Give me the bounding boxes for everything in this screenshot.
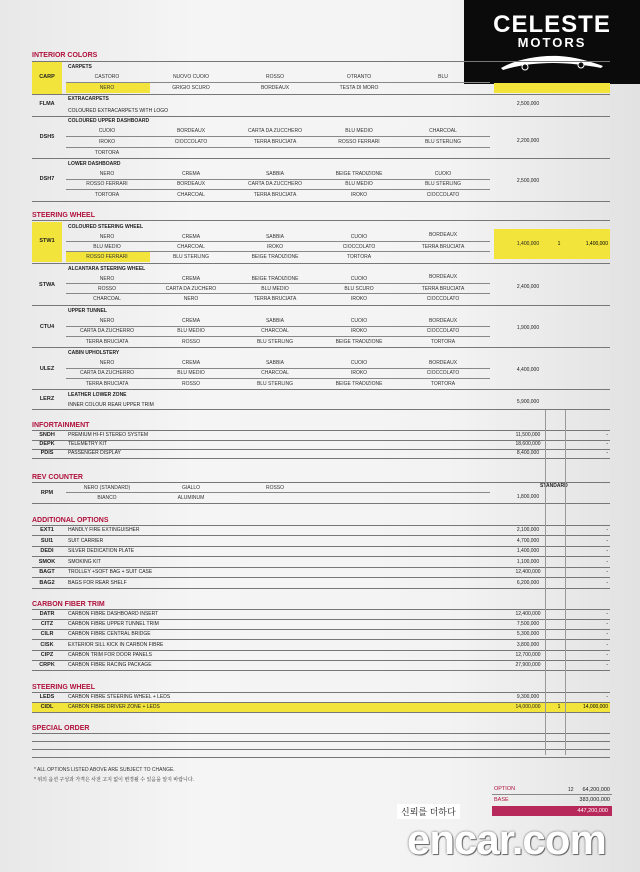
option-desc: BAGS FOR REAR SHELF [68, 579, 127, 586]
dsh7-color: CARTA DA ZUCCHERO [248, 181, 302, 187]
option-code: CIDL [40, 704, 54, 710]
option-price: 4,700,000 [516, 537, 540, 544]
option-code: SMOK [38, 558, 56, 565]
divider [32, 567, 610, 568]
option-price: 14,000,000 [515, 704, 541, 710]
stwa-color: BEIGE TRADIZIONE [251, 276, 299, 282]
ctu4-color: TORTORA [430, 339, 456, 345]
option-code: CITZ [40, 621, 54, 628]
row-divider [66, 179, 490, 180]
stwa-color: TERRA BRUCIATA [253, 296, 297, 302]
option-amount: - [606, 579, 608, 586]
divider [32, 201, 610, 202]
option-amount: - [606, 611, 608, 617]
dsh5-color: IROKO [98, 139, 116, 145]
dsh5-color: CIOCCOLATO [174, 139, 208, 145]
stw1-color: IROKO [266, 244, 284, 250]
divider [32, 639, 610, 640]
stwa-color: BLU SCURO [344, 286, 374, 292]
dsh7-color: CIOCCOLATO [426, 192, 460, 198]
option-amount: - [606, 621, 608, 628]
option-code: BAGT [39, 569, 55, 575]
logo-line2: MOTORS [517, 35, 587, 50]
option-amount: 64,200,000 [582, 787, 610, 793]
stw1-color: SABBIA [265, 234, 285, 240]
code-stwa: STWA [39, 282, 55, 288]
stw1-price: 1,400,000 [516, 241, 540, 247]
watermark-brand: encar.com [407, 816, 606, 863]
rpm-color: BIANCO [97, 495, 117, 501]
option-amount: - [606, 694, 608, 700]
stwa-color: CHARCOAL [93, 296, 121, 302]
section-interior-colors: INTERIOR COLORS [32, 52, 98, 59]
option-qty: 12 [568, 787, 574, 793]
dsh7-color: BORDEAUX [176, 181, 206, 187]
divider [32, 650, 610, 651]
dsh7-color: NERO [99, 171, 115, 177]
dsh5-color: BLU MEDIO [345, 128, 373, 134]
option-price: 1,400,000 [516, 548, 540, 554]
ctu4-color: CIOCCOLATO [426, 328, 460, 334]
option-code: SNDH [39, 432, 55, 438]
dsh7-color: BEIGE TRADIZIONE [335, 171, 383, 177]
carp-color: GRIGIO SCURO [172, 85, 210, 91]
dsh7-color: CUOIO [434, 171, 452, 177]
code-rpm: RPM [40, 490, 54, 496]
stw1-color: BLU MEDIO [93, 244, 121, 250]
row-divider [66, 492, 490, 493]
stwa-color: NERO [183, 296, 199, 302]
divider [32, 263, 610, 264]
divider [32, 702, 610, 703]
option-desc: SUIT CARRIER [68, 537, 104, 544]
stw1-color: BLU STERLING [172, 254, 210, 260]
ulez-price: 4,400,000 [516, 367, 540, 373]
option-amount: - [606, 631, 608, 638]
ctu4-color: BLU STERLING [256, 339, 294, 345]
divider [32, 503, 610, 504]
stw1-amount: 1,400,000 [585, 241, 608, 247]
stw1-qty: 1 [557, 241, 561, 247]
divider [32, 577, 610, 578]
option-price: 3,800,000 [516, 641, 540, 648]
stw1-color: TERRA BRUCIATA [421, 244, 465, 250]
ctu4-color: ROSSO [181, 339, 201, 345]
divider [32, 389, 610, 390]
divider [32, 619, 610, 620]
option-desc: PASSENGER DISPLAY [68, 450, 121, 456]
stw1-color: CIOCCOLATO [342, 244, 376, 250]
dsh7-color: BLU MEDIO [345, 181, 373, 187]
dsh5-color: CARTA DA ZUCCHERO [248, 128, 302, 134]
code-carp: CARP [39, 74, 55, 80]
divider [32, 749, 610, 750]
option-price: 7,500,000 [516, 621, 540, 628]
car-silhouette-icon [497, 52, 607, 74]
dsh5-color: CUOIO [98, 128, 116, 134]
option-desc: EXTERIOR SILL KICK IN CARBON FIBRE [68, 641, 164, 648]
stw1-color: CUOIO [350, 234, 368, 240]
divider [32, 660, 610, 661]
section-additional-options: ADDITIONAL OPTIONS [32, 517, 109, 524]
carp-color: TESTA DI MORO [339, 85, 379, 91]
ctu4-price: 1,900,000 [516, 325, 540, 331]
option-desc: CARBON FIBRE RACING PACKAGE [68, 662, 152, 668]
ulez-color: BLU STERLING [256, 381, 294, 387]
option-amount: - [606, 432, 608, 438]
row-divider [66, 189, 490, 190]
option-desc: SILVER DEDICATION PLATE [68, 548, 135, 554]
divider [32, 347, 610, 348]
dsh7-color: BLU STERLING [424, 181, 462, 187]
dsh7-color: TORTORA [94, 192, 120, 198]
stw1-color: TORTORA [346, 254, 372, 260]
row-divider [66, 136, 490, 137]
ctu4-color: SABBIA [265, 318, 285, 324]
ulez-color: ROSSO [181, 381, 201, 387]
option-desc: CARBON FIBRE DASHBOARD INSERT [68, 611, 159, 617]
divider [32, 458, 610, 459]
option-desc: HANDLY FIRE EXTINGUISHER [68, 527, 140, 533]
code-dsh5: DSH5 [39, 134, 55, 140]
code-stw1: STW1 [39, 238, 55, 244]
option-price: 27,900,000 [515, 662, 541, 668]
ulez-color: TORTORA [430, 381, 456, 387]
row-divider [492, 794, 612, 795]
option-code: BAG2 [39, 579, 55, 586]
logo-line1: CELESTE [493, 11, 611, 38]
divider [32, 712, 610, 713]
option-amount: - [606, 537, 608, 544]
stwa-color: BORDEAUX [428, 274, 458, 280]
divider [32, 430, 610, 431]
option-code: CIPZ [40, 651, 54, 658]
code-ctu4: CTU4 [39, 324, 55, 330]
option-price: 1,100,000 [516, 558, 540, 565]
option-desc: CARBON FIBRE UPPER TUNNEL TRIM [68, 621, 159, 628]
dsh7-color: TERRA BRUCIATA [253, 192, 297, 198]
ctu4-color: CHARCOAL [261, 328, 289, 334]
stwa-price: 2,400,000 [516, 284, 540, 290]
option-amount: - [606, 441, 608, 447]
dsh5-title: COLOURED UPPER DASHBOARD [68, 118, 150, 124]
stwa-color: NERO [99, 276, 115, 282]
ctu4-color: CUOIO [350, 318, 368, 324]
stwa-color: CREMA [181, 276, 201, 282]
divider [32, 757, 610, 758]
row-divider [66, 326, 490, 327]
rpm-color: GIALLO [181, 485, 201, 491]
dsh7-color: CREMA [181, 171, 201, 177]
divider [32, 525, 610, 526]
base-amount: 383,000,000 [579, 797, 610, 803]
carp-color: BLU [438, 74, 448, 80]
dsh5-color: CHARCOAL [429, 128, 457, 134]
row-divider [66, 283, 490, 284]
ulez-color: CARTA DA ZUCHERRO [80, 370, 134, 376]
ulez-title: CABIN UPHOLSTERY [68, 350, 120, 356]
row-divider [66, 378, 490, 379]
carp-color: ROSSO [265, 74, 285, 80]
divider [32, 546, 610, 547]
ulez-color: SABBIA [265, 360, 285, 366]
section-steering-wheel-2: STEERING WHEEL [32, 684, 96, 691]
option-qty: 1 [557, 704, 561, 710]
note-subject-to-change: * ALL OPTIONS LISTED ABOVE ARE SUBJECT TO CHANGE. [34, 767, 175, 773]
carp-color-selected: NERO [99, 85, 115, 91]
stwa-color: CUOIO [350, 276, 368, 282]
stw1-color-selected: ROSSO FERRARI [86, 254, 128, 260]
divider [32, 535, 610, 536]
option-price: 5,300,000 [516, 631, 540, 638]
row-divider [66, 147, 490, 148]
divider [32, 733, 610, 734]
section-rev-counter: REV COUNTER [32, 474, 83, 481]
column-line [545, 410, 546, 755]
ulez-color: CHARCOAL [261, 370, 289, 376]
option-price: 12,400,000 [515, 569, 541, 575]
stw1-color: CREMA [181, 234, 201, 240]
stw1-color: NERO [99, 234, 115, 240]
row-divider [66, 293, 490, 294]
option-price: 2,100,000 [516, 527, 540, 533]
stwa-color: BLU MEDIO [261, 286, 289, 292]
note-korean: * 위의 옵션 구성과 가격은 사전 고지 없이 변경될 수 있음을 알지 바랍니다. [34, 777, 195, 783]
option-desc: SMOKING KIT [68, 558, 101, 565]
flma-desc: COLOURED EXTRACARPETS WITH LOGO [68, 108, 169, 114]
dsh7-color: IROKO [350, 192, 368, 198]
option-amount: - [606, 548, 608, 554]
code-flma: FLMA [39, 101, 55, 107]
divider [32, 670, 610, 671]
option-desc: TELEMETRY KIT [68, 441, 107, 447]
base-label: BASE [494, 797, 509, 803]
ulez-color: NERO [99, 360, 115, 366]
flma-title: EXTRACARPETS [68, 96, 109, 102]
option-amount: - [606, 558, 608, 565]
option-desc: CARBON FIBRE CENTRAL BRIDGE [68, 631, 151, 638]
celeste-motors-logo [464, 0, 640, 84]
carpets-title: CARPETS [68, 64, 92, 70]
divider [32, 116, 610, 117]
ctu4-color: IROKO [350, 328, 368, 334]
divider [32, 692, 610, 693]
rpm-standard: STANDARD [540, 483, 568, 489]
section-special-order: SPECIAL ORDER [32, 725, 90, 732]
option-code: CILR [40, 631, 54, 638]
lerz-desc: INNER COLOUR REAR UPPER TRIM [68, 402, 154, 408]
section-carbon-fiber-trim: CARBON FIBER TRIM [32, 601, 105, 608]
divider [32, 220, 610, 221]
stw1-color: CHARCOAL [177, 244, 205, 250]
stwa-color: IROKO [350, 296, 368, 302]
option-desc: CARBON FIBRE STEERING WHEEL + LEDS [68, 694, 171, 700]
flma-price: 2,500,000 [516, 101, 540, 107]
dsh5-color: TORTORA [94, 150, 120, 156]
divider [32, 158, 610, 159]
dsh5-color: ROSSO FERRARI [338, 139, 380, 145]
dsh7-title: LOWER DASHBOARD [68, 161, 121, 167]
stwa-color: CIOCCOLATO [426, 296, 460, 302]
divider [32, 305, 610, 306]
ctu4-color: BEIGE TRADIZIONE [335, 339, 383, 345]
option-desc: TROLLEY +SOFT BAG + SUIT CASE [68, 569, 153, 575]
code-lerz: LERZ [39, 396, 55, 402]
column-line [565, 410, 566, 755]
divider [32, 94, 610, 95]
divider [32, 61, 610, 62]
row-divider [66, 336, 490, 337]
option-amount: - [606, 450, 608, 456]
carp-color: OTRANTO [346, 74, 372, 80]
ctu4-title: UPPER TUNNEL [68, 308, 107, 314]
option-code: CRPK [39, 662, 55, 668]
option-amount: - [606, 641, 608, 648]
ctu4-color: TERRA BRUCIATA [85, 339, 129, 345]
stw1-title: COLOURED STEERING WHEEL [68, 224, 144, 230]
row-divider [66, 368, 490, 369]
option-amount: 14,000,000 [582, 704, 608, 710]
option-code: DEPK [39, 441, 55, 447]
carp-color: BORDEAUX [260, 85, 290, 91]
lerz-price: 5,900,000 [516, 399, 540, 405]
carp-color: NUOVO CUOIO [172, 74, 210, 80]
stw1-color: BORDEAUX [428, 232, 458, 238]
option-code: DATR [39, 611, 55, 617]
option-price: 11,500,000 [515, 432, 541, 438]
ctu4-color: CREMA [181, 318, 201, 324]
option-price: 6,200,000 [516, 579, 540, 586]
rpm-price: 1,800,000 [516, 494, 540, 500]
option-code: PDIS [40, 450, 54, 456]
total-amount: 447,200,000 [577, 808, 608, 814]
stwa-color: ROSSO [97, 286, 117, 292]
option-code: DEDI [40, 548, 54, 554]
carp-color: CASTORO [94, 74, 120, 80]
ulez-color: CREMA [181, 360, 201, 366]
ulez-color: IROKO [350, 370, 368, 376]
option-code: SUI1 [40, 537, 54, 544]
code-dsh7: DSH7 [39, 176, 55, 182]
option-desc: CARBON FIBRE DRIVER ZONE + LEDS [68, 704, 160, 710]
rpm-color: NERO (STANDARD) [83, 485, 131, 491]
divider [32, 556, 610, 557]
lerz-title: LEATHER LOWER ZONE [68, 392, 127, 398]
rpm-color: ALUMINUM [177, 495, 205, 501]
option-amount: - [606, 527, 608, 533]
dsh5-price: 2,200,000 [516, 138, 540, 144]
stwa-color: TERRA BRUCIATA [421, 286, 465, 292]
ctu4-color: BORDEAUX [428, 318, 458, 324]
option-amount: - [606, 651, 608, 658]
dsh7-color: ROSSO FERRARI [86, 181, 128, 187]
option-code: CISK [40, 641, 54, 648]
section-infotainment: INFORTAINMENT [32, 422, 90, 429]
option-label: OPTION [494, 786, 516, 792]
stwa-color: CARTA DA ZUCHERO [165, 286, 217, 292]
ulez-color: BEIGE TRADIZIONE [335, 381, 383, 387]
dsh5-color: TERRA BRUCIATA [253, 139, 297, 145]
dsh7-price: 2,500,000 [516, 178, 540, 184]
option-price: 12,400,000 [515, 611, 541, 617]
ctu4-color: BLU MEDIO [177, 328, 205, 334]
option-code: LEDS [39, 694, 55, 700]
encar-watermark [397, 804, 640, 872]
option-amount: - [606, 662, 608, 668]
divider [32, 609, 610, 610]
ulez-color: CUOIO [350, 360, 368, 366]
ulez-color: BLU MEDIO [177, 370, 205, 376]
ctu4-color: CARTA DA ZUCHERRO [80, 328, 134, 334]
option-desc: CARBON TRIM FOR DOOR PANELS [68, 651, 152, 658]
rpm-color: ROSSO [265, 485, 285, 491]
dsh5-color: BLU STERLING [424, 139, 462, 145]
ulez-color: BORDEAUX [428, 360, 458, 366]
stwa-title: ALCANTARA STEERING WHEEL [68, 266, 146, 272]
option-desc: PREMIUM HI-FI STEREO SYSTEM [68, 432, 149, 438]
option-price: 9,300,000 [516, 694, 540, 700]
highlight [494, 83, 610, 93]
divider [32, 629, 610, 630]
dsh7-color: CHARCOAL [177, 192, 205, 198]
dsh5-color: BORDEAUX [176, 128, 206, 134]
option-price: 18,600,000 [515, 441, 541, 447]
divider [32, 482, 610, 483]
ctu4-color: NERO [99, 318, 115, 324]
divider [32, 588, 610, 589]
watermark-tagline: 신뢰를 더하다 [397, 804, 460, 819]
option-price: 12,700,000 [515, 651, 541, 658]
option-price: 8,400,000 [516, 450, 540, 456]
ulez-color: CIOCCOLATO [426, 370, 460, 376]
stw1-color: BEIGE TRADIZIONE [251, 254, 299, 260]
dsh7-color: SABBIA [265, 171, 285, 177]
divider [32, 741, 610, 742]
ulez-color: TERRA BRUCIATA [85, 381, 129, 387]
option-amount: - [606, 569, 608, 575]
section-steering-wheel: STEERING WHEEL [32, 212, 96, 219]
option-code: EXT1 [40, 527, 54, 533]
row-divider [66, 241, 490, 242]
divider [32, 409, 610, 410]
code-ulez: ULEZ [39, 366, 55, 372]
